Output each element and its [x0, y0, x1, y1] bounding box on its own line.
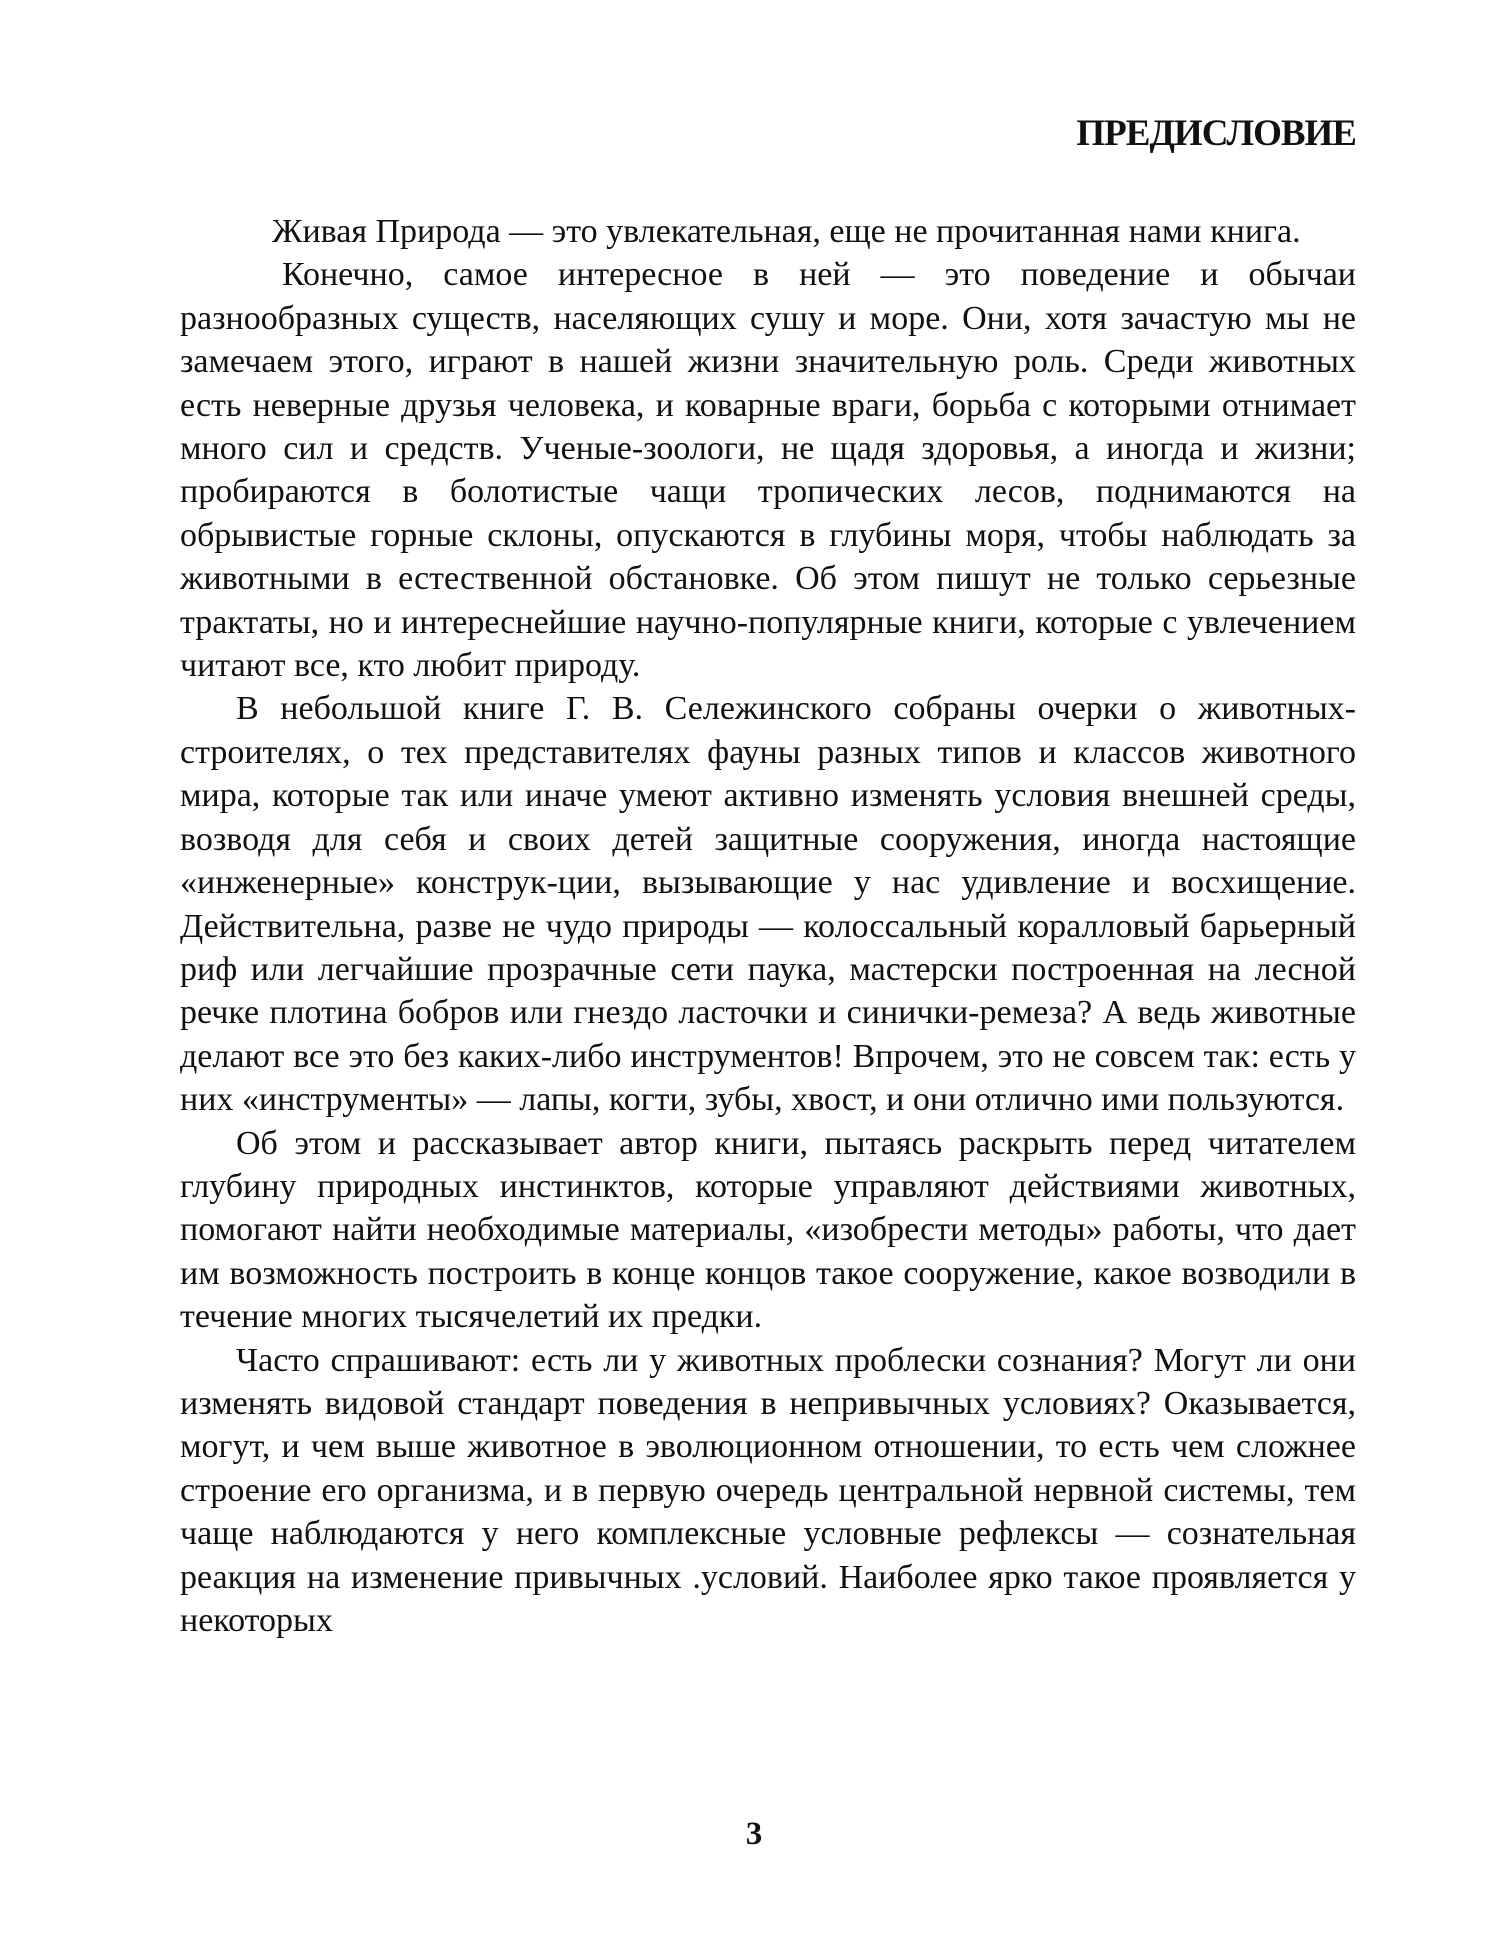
paragraph-5: Часто спрашивают: есть ли у животных проблески сознания? Могут ли они изменять видовой стандарт поведения в непривычных условиях? Оказывается, могут, и чем выше животное в эволюционном отношении, то есть чем сложнее строение его организма, и в первую очередь центральной нервной системы, тем чаще наблюдаются у него комплексные условные рефлексы — сознательная реакция на изменение привычных .условий. Наиболее ярко такое проявляется у некоторых: [180, 1341, 1356, 1639]
paragraph-4: Об этом и рассказывает автор книги, пытаясь раскрыть перед читателем глубину природных инстинктов, которые управляют действиями животных, помогают найти необходимые материалы, «изобрести методы» работы, что дает им возможность построить в конце концов такое сооружение, какое возводили в течение многих тысячелетий их предки.: [180, 1124, 1356, 1336]
paragraph-2: Конечно, самое интересное в ней — это поведение и обычаи разнообразных существ, населяющих сушу и море. Они, хотя зачастую мы не замечаем этого, играют в нашей жизни значительную роль. Среди животных есть неверные друзья человека, и коварные враги, борьба с которыми отнимает много сил и средств. Ученые-зоологи, не щадя здоровья, а иногда и жизни; пробираются в болотистые чащи тропических лесов, поднимаются на обрывистые горные склоны, опускаются в глубины моря, чтобы наблюдать за животными в естественной обстановке. Об этом пишут не только серьезные трактаты, но и интереснейшие научно-популярные книги, которые с увлечением читают все, кто любит природу.: [180, 256, 1356, 685]
paragraph-1: Живая Природа — это увлекательная, еще не прочитанная нами книга.: [272, 213, 1301, 250]
page-number: 3: [745, 1816, 763, 1852]
body-text: [180, 210, 1356, 1642]
paragraph-3: В небольшой книге Г. В. Сележинского собраны очерки о животных-строителях, о тех представителях фауны разных типов и классов животного мира, которые так или иначе умеют активно изменять условия внешней среды, возводя для себя и своих детей защитные сооружения, иногда настоящие «инженерные» конструк-ции, вызывающие у нас удивление и восхищение. Действительна, разве не чудо природы — колоссальный коралловый барьерный риф или легчайшие прозрачные сети паука, мастерски построенная на лесной речке плотина бобров или гнездо ласточки и синички-ремеза? А ведь животные делают все это без каких-либо инструментов! Впрочем, это не совсем так: есть у них «инструменты» — лапы, когти, зубы, хвост, и они отлично ими пользуются.: [180, 690, 1356, 1119]
page-title: ПРЕДИСЛОВИЕ: [1076, 113, 1356, 154]
